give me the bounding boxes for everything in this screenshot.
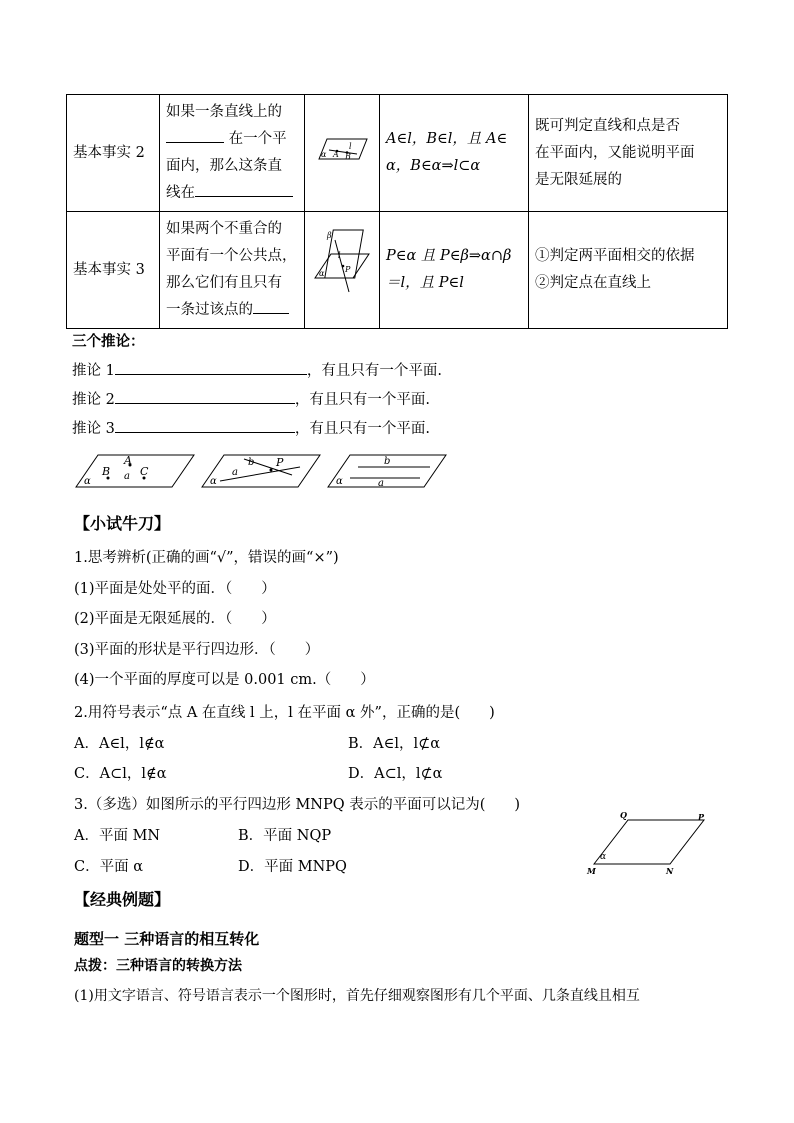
svg-text:α: α <box>84 476 91 487</box>
svg-text:α: α <box>210 476 217 487</box>
corollary-3: 推论 3 ，有且只有一个平面. <box>72 417 430 438</box>
fact-symbol: P∈α 且 P∈β⇒α∩β ＝l，且 P∈l <box>380 212 529 329</box>
fact-symbol: A∈l，B∈l，且 A∈ α，B∈α⇒l⊂α <box>380 95 529 212</box>
q2-option-b: B．A∈l，l⊄α <box>348 736 441 752</box>
svg-text:α: α <box>321 150 327 159</box>
table-row <box>67 95 728 212</box>
fact-figure <box>305 212 380 329</box>
q3-option-a: A．平面 MN <box>74 828 161 844</box>
plane-with-line-figure <box>305 128 379 168</box>
q1-item-1: (1)平面是处处平的面．（ ） <box>74 581 276 597</box>
fact-text: 如果一条直线上的 在一个平 面内，那么这条直 线在 <box>160 95 305 212</box>
tip-heading: 点拨：三种语言的转换方法 <box>74 958 242 974</box>
fact-name: 基本事实 2 <box>67 95 160 212</box>
fact-name: 基本事实 3 <box>67 212 160 329</box>
fact-usage: ①判定两平面相交的依据 ②判定点在直线上 <box>529 212 728 329</box>
intersecting-planes-figure <box>305 220 379 310</box>
svg-text:b: b <box>248 457 255 468</box>
q3-option-c: C．平面 α <box>74 859 143 875</box>
svg-text:α: α <box>336 476 343 487</box>
svg-text:B: B <box>345 152 351 161</box>
svg-text:a: a <box>378 478 384 489</box>
svg-text:b: b <box>384 456 391 467</box>
svg-text:l: l <box>349 142 352 151</box>
svg-text:C: C <box>140 465 149 478</box>
corollary-figure-3 <box>328 455 446 489</box>
fact-text: 如果两个不重合的 平面有一个公共点， 那么它们有且只有 一条过该点的 <box>160 212 305 329</box>
svg-text:M: M <box>587 866 596 876</box>
svg-text:α: α <box>600 852 607 862</box>
corollary-figures <box>74 453 454 491</box>
q3-stem: 3.（多选）如图所示的平行四边形 MNPQ 表示的平面可以记为( ) <box>74 797 521 813</box>
svg-text:A: A <box>333 150 339 159</box>
q2-option-d: D．A⊂l，l⊄α <box>348 766 443 782</box>
fact-usage: 既可判定直线和点是否 在平面内，又能说明平面 是无限延展的 <box>529 95 728 212</box>
corollaries-title: 三个推论： <box>72 333 145 350</box>
q1-item-3: (3)平面的形状是平行四边形．（ ） <box>74 642 320 658</box>
svg-text:N: N <box>666 866 674 876</box>
svg-text:a: a <box>232 467 238 478</box>
basic-facts-table <box>66 94 728 329</box>
svg-text:P: P <box>345 265 351 274</box>
q1-stem: 1.思考辨析(正确的画“√”，错误的画“×”) <box>74 550 339 566</box>
svg-text:l: l <box>338 251 341 260</box>
table-row <box>67 212 728 329</box>
corollary-figure-2 <box>202 455 320 487</box>
q3-option-d: D．平面 MNPQ <box>238 859 347 875</box>
corollary-figure-1 <box>76 454 194 487</box>
svg-text:α: α <box>319 269 325 278</box>
svg-text:a: a <box>124 471 130 482</box>
parallelogram-mnpq-figure <box>582 808 712 880</box>
corollary-2: 推论 2 ，有且只有一个平面. <box>72 388 430 409</box>
q3-option-b: B．平面 NQP <box>238 828 332 844</box>
q1-item-4: (4)一个平面的厚度可以是 0.001 cm.（ ） <box>74 672 375 688</box>
svg-text:Q: Q <box>620 810 627 820</box>
practice-title: 【小试牛刀】 <box>74 514 171 533</box>
svg-text:P: P <box>698 812 705 822</box>
type1-heading: 题型一 三种语言的相互转化 <box>74 930 260 948</box>
svg-text:A: A <box>124 454 132 467</box>
q2-stem: 2.用符号表示“点 A 在直线 l 上，l 在平面 α 外”，正确的是( ) <box>74 705 495 721</box>
paragraph-1: (1)用文字语言、符号语言表示一个图形时，首先仔细观察图形有几个平面、几条直线且相互 <box>74 988 640 1004</box>
svg-text:B: B <box>102 465 111 478</box>
fact-figure <box>305 95 380 212</box>
svg-text:P: P <box>276 456 284 469</box>
q1-item-2: (2)平面是无限延展的．（ ） <box>74 611 276 627</box>
q2-option-a: A．A∈l，l∉α <box>74 736 165 752</box>
corollary-1: 推论 1 ，有且只有一个平面. <box>72 359 442 380</box>
examples-title: 【经典例题】 <box>74 890 171 909</box>
q2-option-c: C．A⊂l，l∉α <box>74 766 167 782</box>
svg-text:β: β <box>327 231 332 240</box>
